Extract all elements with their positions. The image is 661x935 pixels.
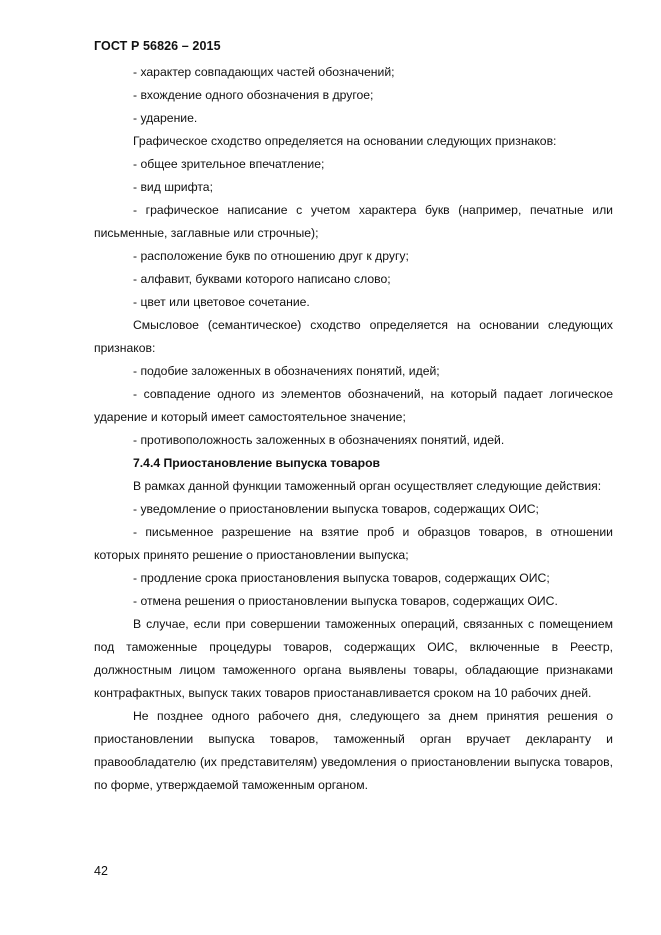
list-item: - расположение букв по отношению друг к другу; xyxy=(133,249,409,263)
paragraph: Смысловое (семантическое) сходство определяется на основании следующих признаков: xyxy=(94,318,613,355)
paragraph: Не позднее одного рабочего дня, следующего за днем принятия решения о приостановлении выпуска товаров, таможенный орган вручает декларанту и правообладателю (их представителям) уведомления о приостановлении выпуска товаров, по форме, утверждаемой таможенным органом. xyxy=(94,709,613,792)
list-item: - подобие заложенных в обозначениях понятий, идей; xyxy=(133,364,440,378)
list-item: - письменное разрешение на взятие проб и образцов товаров, в отношении которых принято решение о приостановлении выпуска; xyxy=(94,525,613,562)
list-item: - ударение. xyxy=(133,111,198,125)
document-header: ГОСТ Р 56826 – 2015 xyxy=(94,39,221,53)
paragraph: Графическое сходство определяется на основании следующих признаков: xyxy=(133,134,557,148)
list-item: - вид шрифта; xyxy=(133,180,213,194)
list-item: - вхождение одного обозначения в другое; xyxy=(133,88,374,102)
list-item: - графическое написание с учетом характера букв (например, печатные или письменные, заглавные или строчные); xyxy=(94,203,613,240)
list-item: - цвет или цветовое сочетание. xyxy=(133,295,310,309)
list-item: - характер совпадающих частей обозначений; xyxy=(133,65,395,79)
list-item: - продление срока приостановления выпуска товаров, содержащих ОИС; xyxy=(133,571,550,585)
list-item: - отмена решения о приостановлении выпуска товаров, содержащих ОИС. xyxy=(133,594,558,608)
document-body xyxy=(94,61,613,797)
list-item: - противоположность заложенных в обозначениях понятий, идей. xyxy=(133,433,505,447)
list-item: - уведомление о приостановлении выпуска товаров, содержащих ОИС; xyxy=(133,502,539,516)
section-heading: 7.4.4 Приостановление выпуска товаров xyxy=(133,456,381,470)
list-item: - совпадение одного из элементов обозначений, на который падает логическое ударение и который имеет самостоятельное значение; xyxy=(94,387,613,424)
list-item: - алфавит, буквами которого написано слово; xyxy=(133,272,391,286)
page-number: 42 xyxy=(94,864,108,878)
paragraph: В случае, если при совершении таможенных операций, связанных с помещением под таможенные процедуры товаров, содержащих ОИС, включенные в Реестр, должностным лицом таможенного органа выявлены товары, обладающие признаками контрафактных, выпуск таких товаров приостанавливается сроком на 10 рабочих дней. xyxy=(94,617,613,700)
list-item: - общее зрительное впечатление; xyxy=(133,157,325,171)
paragraph: В рамках данной функции таможенный орган осуществляет следующие действия: xyxy=(133,479,602,493)
